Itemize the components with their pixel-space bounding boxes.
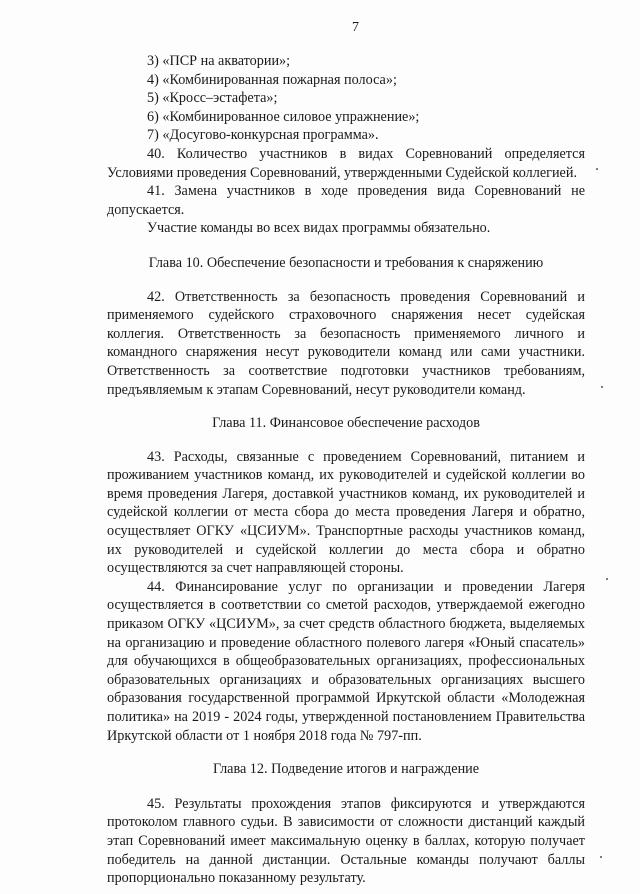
scan-speck — [601, 386, 603, 388]
paragraph-40: 40. Количество участников в видах Соревнований определяется Условиями проведения Соревнований, утвержденными Судейской коллегией. — [107, 145, 585, 181]
list — [107, 52, 585, 145]
scan-speck — [606, 578, 608, 580]
paragraph-41: 41. Замена участников в ходе проведения вида Соревнований не допускается. — [107, 183, 585, 218]
list-item: 4) «Комбинированная пожарная полоса»; — [147, 71, 397, 88]
paragraph-team-participation: Участие команды во всех видах программы обязательно. — [147, 220, 491, 237]
paragraph-42: 42. Ответственность за безопасность проведения Соревнований и применяемого судейского страховочного снаряжения несет судейская коллегия. Ответственность за безопасность применяемого личного и командного снаряжения несут руководители команд или сами участники. Ответственность за соответствие подготовки участников требованиям, предъявляемым к этапам Соревнований, несут руководители команд. — [107, 288, 585, 398]
page-number: 7 — [352, 20, 359, 35]
paragraph-43: 43. Расходы, связанные с проведением Соревнований, питанием и проживанием участников команд, их руководителей и судейской коллегии во время проведения Лагеря, доставкой участников команд, их руководителей и судейской коллегии от места сбора до места проведения Лагеря и обратно, осуществляет ОГКУ «ЦСИУМ». Транспортные расходы участников команд, их руководителей и судейской коллегии до места сбора и обратно осуществляются за счет направляющей стороны. — [107, 448, 585, 577]
list-item: 5) «Кросс–эстафета»; — [147, 90, 278, 107]
scan-speck — [596, 168, 598, 170]
chapter-12-heading: Глава 12. Подведение итогов и награждение — [212, 761, 480, 778]
list-item: 3) «ПСР на акватории»; — [147, 53, 291, 69]
list-item: 7) «Досугово-конкурсная программа». — [147, 127, 379, 144]
document-body — [107, 52, 585, 888]
paragraph-44: 44. Финансирование услуг по организации и проведении Лагеря осуществляется в соответствии со сметой расходов, утверждаемой ежегодно приказом ОГКУ «ЦСИУМ», за счет средств областного бюджета, выделяемых на организацию и проведение областного полевого лагеря «Юный спасатель» для обучающихся в общеобразовательных организациях, профессиональных образовательных организациях и образовательных организациях высшего образования государственной программой Иркутской области «Молодежная политика» на 2019 - 2024 годы, утвержденной постановлением Правительства Иркутской области от 1 ноября 2018 года № 797-пп. — [107, 578, 585, 744]
scan-speck — [600, 856, 602, 858]
chapter-11-heading: Глава 11. Финансовое обеспечение расходов — [212, 415, 480, 432]
paragraph-45: 45. Результаты прохождения этапов фиксируются и утверждаются протоколом главного судьи. В зависимости от сложности дистанций каждый этап Соревнований имеет максимальную оценку в баллах, которую получает победитель на данной дистанции. Остальные команды получают баллы пропорционально показанному результату. — [107, 795, 585, 887]
chapter-10-heading: Глава 10. Обеспечение безопасности и требования к снаряжению — [148, 254, 544, 271]
list-item: 6) «Комбинированное силовое упражнение»; — [147, 108, 420, 125]
